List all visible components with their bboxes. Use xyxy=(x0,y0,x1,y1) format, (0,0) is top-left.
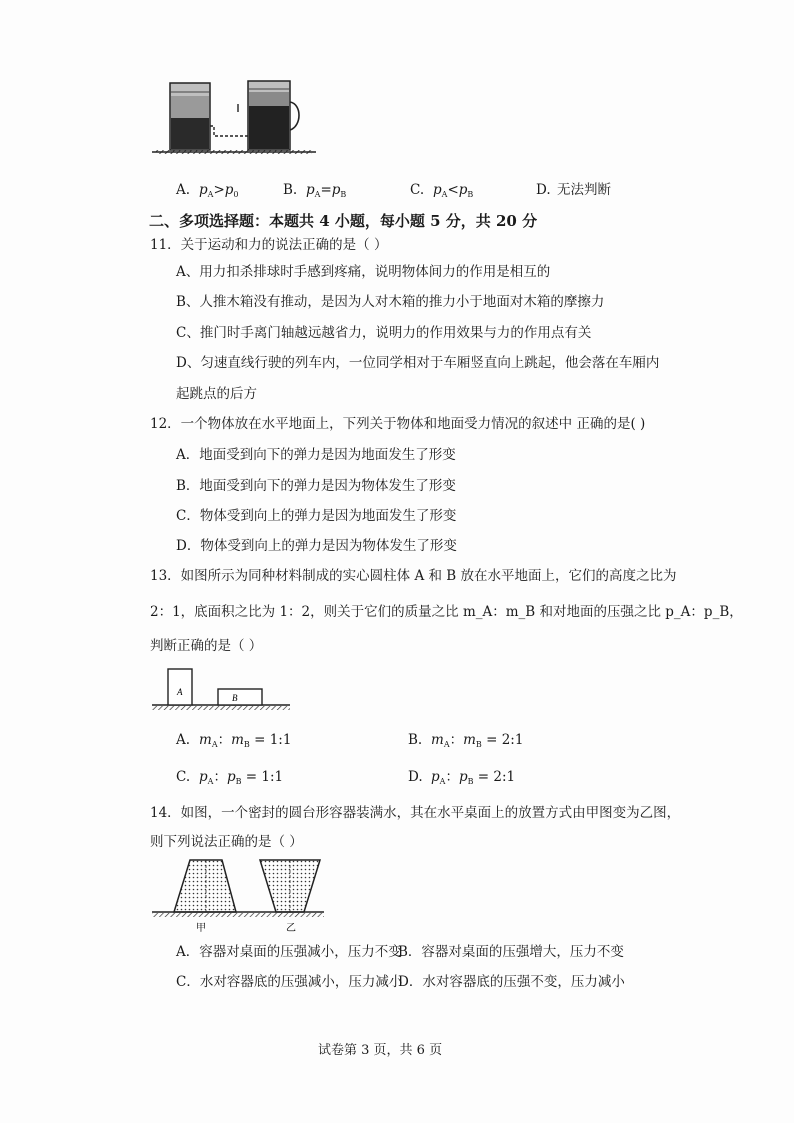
q10-option-c: $p_A<p_B$ xyxy=(433,182,474,199)
q10-option-d-label: D. xyxy=(536,182,551,198)
label-yi: 乙 xyxy=(286,923,296,934)
q14-figure xyxy=(152,856,328,936)
q10-figure xyxy=(150,78,320,158)
q14-option-b: B．容器对桌面的压强增大，压力不变 xyxy=(398,944,624,960)
q13-option-c-label: C. xyxy=(176,769,191,785)
q14-option-d: D．水对容器底的压强不变，压力减小 xyxy=(398,974,625,990)
q12-option-b: B．地面受到向下的弹力是因为物体发生了形变 xyxy=(176,478,456,494)
q13-option-c: $p_A$：$p_B$ = 1:1 xyxy=(199,769,284,786)
q14-option-a: A．容器对桌面的压强减小，压力不变 xyxy=(176,944,402,960)
q11-option-c: C、推门时手离门轴越远越省力，说明力的作用效果与力的作用点有关 xyxy=(176,325,592,341)
q13-option-a: $m_A$：$m_B$ = 1:1 xyxy=(199,732,292,749)
q10-option-a: $p_A>p_0$ xyxy=(199,182,239,199)
q13-stem-line2: 2：1，底面积之比为 1：2，则关于它们的质量之比 m_A：m_B 和对地面的压强之比 p_A：p_B， xyxy=(150,604,743,620)
q13-option-d: $p_A$：$p_B$ = 2:1 xyxy=(431,769,516,786)
q10-option-d: 无法判断 xyxy=(557,182,611,198)
q12-stem: 12．一个物体放在水平地面上，下列关于物体和地面受力情况的叙述中 正确的是( ) xyxy=(150,416,646,432)
page-footer: 试卷第 3 页，共 6 页 xyxy=(318,1043,443,1058)
q14-stem-line1: 14．如图，一个密封的圆台形容器装满水，其在水平桌面上的放置方式由甲图变为乙图， xyxy=(150,805,681,821)
q12-option-c: C．物体受到向上的弹力是因为地面发生了形变 xyxy=(176,508,457,524)
q14-option-c: C．水对容器底的压强减小，压力减小 xyxy=(176,974,403,990)
q13-option-b-label: B. xyxy=(408,732,423,748)
q12-option-d: D．物体受到向上的弹力是因为物体发生了形变 xyxy=(176,538,457,554)
q11-option-b: B、人推木箱没有推动，是因为人对木箱的推力小于地面对木箱的摩擦力 xyxy=(176,294,605,310)
q10-option-c-label: C. xyxy=(410,182,425,198)
q11-stem: 11．关于运动和力的说法正确的是（ ） xyxy=(150,237,388,253)
cylinder-a-label: A xyxy=(177,687,183,697)
cylinder-b-label: B xyxy=(232,693,238,703)
q11-option-d-line2: 起跳点的后方 xyxy=(176,386,257,402)
q14-stem-line2: 则下列说法正确的是（ ） xyxy=(150,834,303,850)
container-jia xyxy=(174,860,236,912)
q13-figure xyxy=(152,665,292,715)
section-heading: 二、多项选择题：本题共 4 小题，每小题 5 分，共 20 分 xyxy=(149,212,538,230)
q11-option-a: A、用力扣杀排球时手感到疼痛，说明物体间力的作用是相互的 xyxy=(176,264,551,280)
q10-option-a-label: A. xyxy=(176,182,191,198)
q13-option-d-label: D. xyxy=(408,769,423,785)
q13-option-b: $m_A$：$m_B$ = 2:1 xyxy=(431,732,524,749)
q11-option-d-line1: D、匀速直线行驶的列车内，一位同学相对于车厢竖直向上跳起，他会落在车厢内 xyxy=(176,355,660,371)
cylinder-b xyxy=(218,689,262,705)
q10-option-b: $p_A=p_B$ xyxy=(306,182,347,199)
q13-stem-line3: 判断正确的是（ ） xyxy=(150,638,263,654)
q13-option-a-label: A. xyxy=(176,732,191,748)
q13-stem-line1: 13．如图所示为同种材料制成的实心圆柱体 A 和 B 放在水平地面上，它们的高度之比为 xyxy=(150,568,677,584)
label-jia: 甲 xyxy=(196,923,206,934)
q10-option-b-label: B. xyxy=(283,182,298,198)
q12-option-a: A．地面受到向下的弹力是因为地面发生了形变 xyxy=(176,447,456,463)
